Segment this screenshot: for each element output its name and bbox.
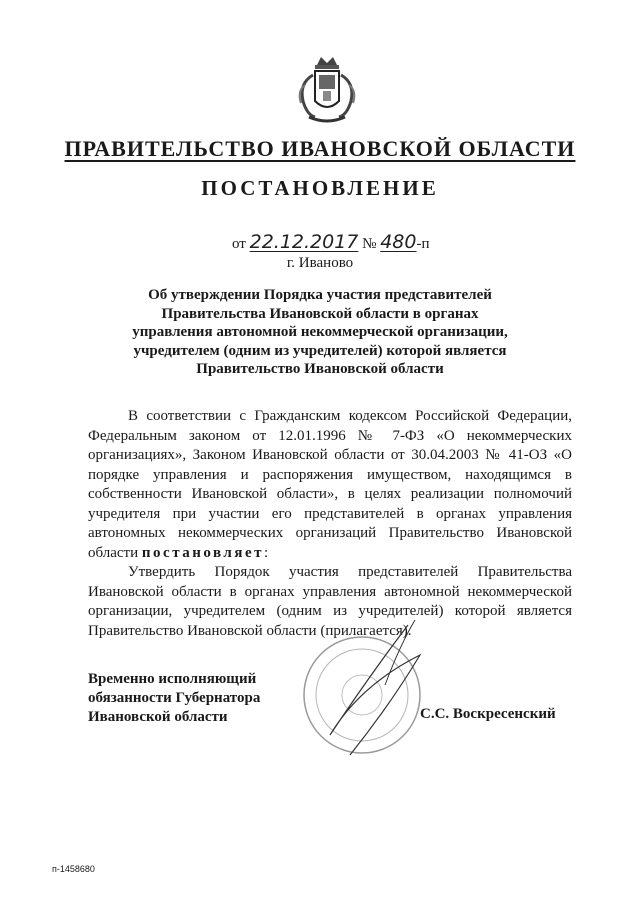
document-body bbox=[88, 407, 572, 641]
signatory-title bbox=[88, 670, 260, 727]
government-title: ПРАВИТЕЛЬСТВО ИВАНОВСКОЙ ОБЛАСТИ bbox=[64, 136, 576, 161]
document-date: 22.12.2017 bbox=[249, 231, 359, 253]
body-paragraph-1-text: В соответствии с Гражданским кодексом Российской Федерации, Федеральным законом от 12.01.1996 № 7-ФЗ «О некоммерческих организациях», Законом Ивановской области от 30.04.2003 № 41-ОЗ «О порядке управления и распоряжения имуществом, находящимся в собственности Ивановской области», в целях реализации полномочий учредителя при участии его представителей в органах управления автономных некоммерческих организаций Правительство Ивановской области bbox=[88, 408, 572, 561]
stamp-icon bbox=[290, 615, 440, 765]
signatory-title-line-1: Временно исполняющий bbox=[88, 671, 257, 687]
document-type-title: ПОСТАНОВЛЕНИЕ bbox=[201, 176, 439, 200]
body-paragraph-2: Утвердить Порядок участия представителей Правительства Ивановской области в органах управления автономной некоммерческой организации, учредителем (одним из учредителей) которой является Правительство Ивановской области (прилагается). bbox=[88, 564, 572, 639]
coat-of-arms-icon bbox=[295, 55, 359, 127]
city: г. Иваново bbox=[286, 255, 354, 271]
official-stamp bbox=[290, 615, 440, 765]
signatory-title-line-2: обязанности Губернатора bbox=[88, 690, 261, 706]
number-suffix: -п bbox=[416, 236, 430, 252]
coat-of-arms-emblem bbox=[295, 55, 359, 127]
footer-code: п-1458680 bbox=[52, 864, 95, 874]
date-prefix: от bbox=[232, 236, 246, 252]
number-sign: № bbox=[362, 236, 377, 252]
document-number: 480 bbox=[380, 231, 417, 253]
resolves-word: постановляет bbox=[141, 544, 264, 561]
body-paragraph-1 bbox=[88, 407, 572, 563]
signatory-title-line-3: Ивановской области bbox=[88, 709, 228, 725]
resolves-colon: : bbox=[264, 544, 269, 561]
registration-line bbox=[232, 231, 430, 253]
document-subject: Об утверждении Порядка участия представителей Правительства Ивановской области в органах управления автономной некоммерческой организации, учредителем (одним из учредителей) которой является Правительство Ивановской области bbox=[132, 287, 508, 377]
signatory-name: С.С. Воскресенский bbox=[420, 706, 556, 722]
